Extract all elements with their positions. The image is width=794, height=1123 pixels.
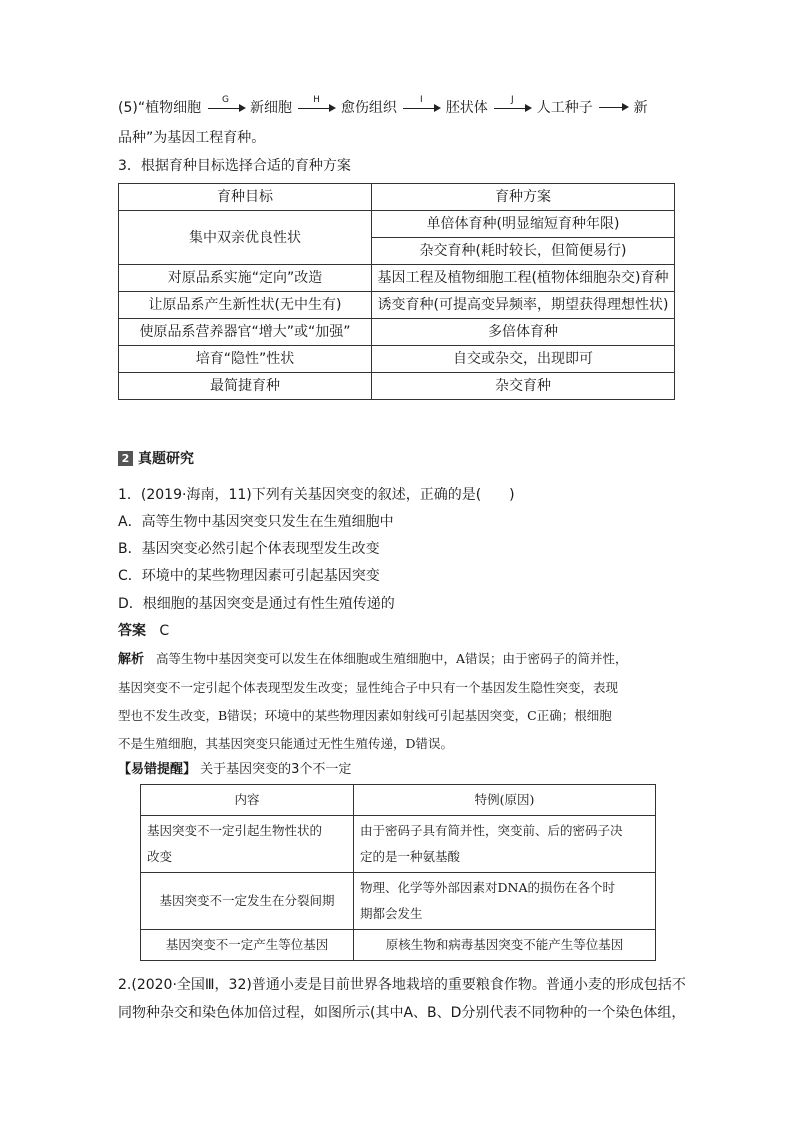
mutation-exceptions-table xyxy=(140,784,656,961)
table-header: 内容 xyxy=(141,785,354,816)
table-header-row xyxy=(119,184,675,211)
table-row xyxy=(119,265,675,292)
arrow-h: H xyxy=(296,98,336,116)
table-row xyxy=(119,373,675,400)
table-row xyxy=(141,816,656,873)
section-header xyxy=(118,448,194,468)
table-row xyxy=(119,346,675,373)
q1-option-d: D．根细胞的基因突变是通过有性生殖传递的 xyxy=(118,596,395,612)
breeding-flow-line xyxy=(118,97,648,121)
q1-option-a: A．高等生物中基因突变只发生在生殖细胞中 xyxy=(118,514,394,530)
section-title: 真题研究 xyxy=(138,451,194,467)
arrow-i: I xyxy=(401,98,441,116)
flow-node-new-cell: 新细胞 xyxy=(250,100,292,116)
answer-label: 答案 xyxy=(118,623,146,639)
table-cell-content: 基因突变不一定产生等位基因 xyxy=(141,930,354,961)
flow-node-callus: 愈伤组织 xyxy=(340,100,397,116)
q1-option-b: B．基因突变必然引起个体表现型发生改变 xyxy=(118,541,380,557)
table-cell-reason: 由于密码子具有简并性，突变前、后的密码子决 定的是一种氨基酸 xyxy=(354,816,656,873)
flow-node-new: 新 xyxy=(633,100,648,116)
table-header: 特例(原因) xyxy=(354,785,656,816)
table-cell-goal: 对原品系实施“定向”改造 xyxy=(119,265,372,292)
table-header: 育种方案 xyxy=(372,184,675,211)
table-cell-reason: 物理、化学等外部因素对DNA的损伤在各个时 期都会发生 xyxy=(354,873,656,930)
table-row xyxy=(119,211,675,238)
table-header-row xyxy=(141,785,656,816)
table-cell-plan: 杂交育种(耗时较长，但简便易行) xyxy=(372,238,675,265)
table-cell-plan: 诱变育种(可提高变异频率，期望获得理想性状) xyxy=(372,292,675,319)
error-reminder-text: 关于基因突变的3个不一定 xyxy=(200,762,352,777)
table-cell-plan: 基因工程及植物细胞工程(植物体细胞杂交)育种 xyxy=(372,265,675,292)
section-number-badge: 2 xyxy=(118,451,133,466)
flow-node-embryoid: 胚状体 xyxy=(445,100,488,116)
table-cell-goal: 使原品系营养器官“增大”或“加强” xyxy=(119,319,372,346)
analysis-line: 不是生殖细胞，其基因突变只能通过无性生殖传递，D错误。 xyxy=(118,736,454,751)
table-cell-goal: 最简捷育种 xyxy=(119,373,372,400)
answer-value: C xyxy=(159,623,170,639)
error-reminder-tag: 【易错提醒】 xyxy=(118,762,197,777)
table-cell-goal: 让原品系产生新性状(无中生有) xyxy=(119,292,372,319)
arrow-plain xyxy=(597,98,629,116)
table-cell-plan: 杂交育种 xyxy=(372,373,675,400)
table-header: 育种目标 xyxy=(119,184,372,211)
arrow-g: G xyxy=(206,98,246,116)
section3-title: 3．根据育种目标选择合适的育种方案 xyxy=(118,158,351,174)
q1-analysis xyxy=(118,645,678,758)
table-cell-content: 基因突变不一定发生在分裂间期 xyxy=(141,873,354,930)
table-row xyxy=(119,319,675,346)
flow-node-artificial-seed: 人工种子 xyxy=(536,100,593,116)
analysis-line: 基因突变不一定引起个体表现型发生改变；显性纯合子中只有一个基因发生隐性突变，表现 xyxy=(118,680,619,695)
flow-line-2: 品种”为基因工程育种。 xyxy=(118,130,266,146)
table-cell-plan: 单倍体育种(明显缩短育种年限) xyxy=(372,211,675,238)
q1-answer xyxy=(118,621,169,641)
error-reminder xyxy=(118,758,351,777)
table-cell-plan: 自交或杂交，出现即可 xyxy=(372,346,675,373)
q1-option-c: C．环境中的某些物理因素可引起基因突变 xyxy=(118,568,380,584)
table-cell-reason: 原核生物和病毒基因突变不能产生等位基因 xyxy=(354,930,656,961)
arrow-j: J xyxy=(492,98,532,116)
table-cell-content: 基因突变不一定引起生物性状的 改变 xyxy=(141,816,354,873)
table-cell-goal: 集中双亲优良性状 xyxy=(119,211,372,265)
table-cell-goal: 培育“隐性”性状 xyxy=(119,346,372,373)
table-row xyxy=(119,292,675,319)
analysis-label: 解析 xyxy=(118,652,145,667)
q2-line-1: 2.(2020·全国Ⅲ，32)普通小麦是目前世界各地栽培的重要粮食作物。普通小麦的形成包括不 xyxy=(118,977,686,993)
analysis-line: 高等生物中基因突变可以发生在体细胞或生殖细胞中，A错误；由于密码子的简并性， xyxy=(155,651,628,666)
breeding-plan-table xyxy=(118,183,675,400)
table-row xyxy=(141,930,656,961)
flow-prefix: (5)“植物细胞 xyxy=(118,100,202,116)
table-row xyxy=(141,873,656,930)
table-cell-plan: 多倍体育种 xyxy=(372,319,675,346)
q1-stem: 1．(2019·海南，11)下列有关基因突变的叙述，正确的是( ) xyxy=(118,487,515,503)
analysis-line: 型也不发生改变，B错误；环境中的某些物理因素如射线可引起基因突变，C正确；根细胞 xyxy=(118,708,612,723)
q2-line-2: 同物种杂交和染色体加倍过程，如图所示(其中A、B、D分别代表不同物种的一个染色体组， xyxy=(118,1005,686,1021)
